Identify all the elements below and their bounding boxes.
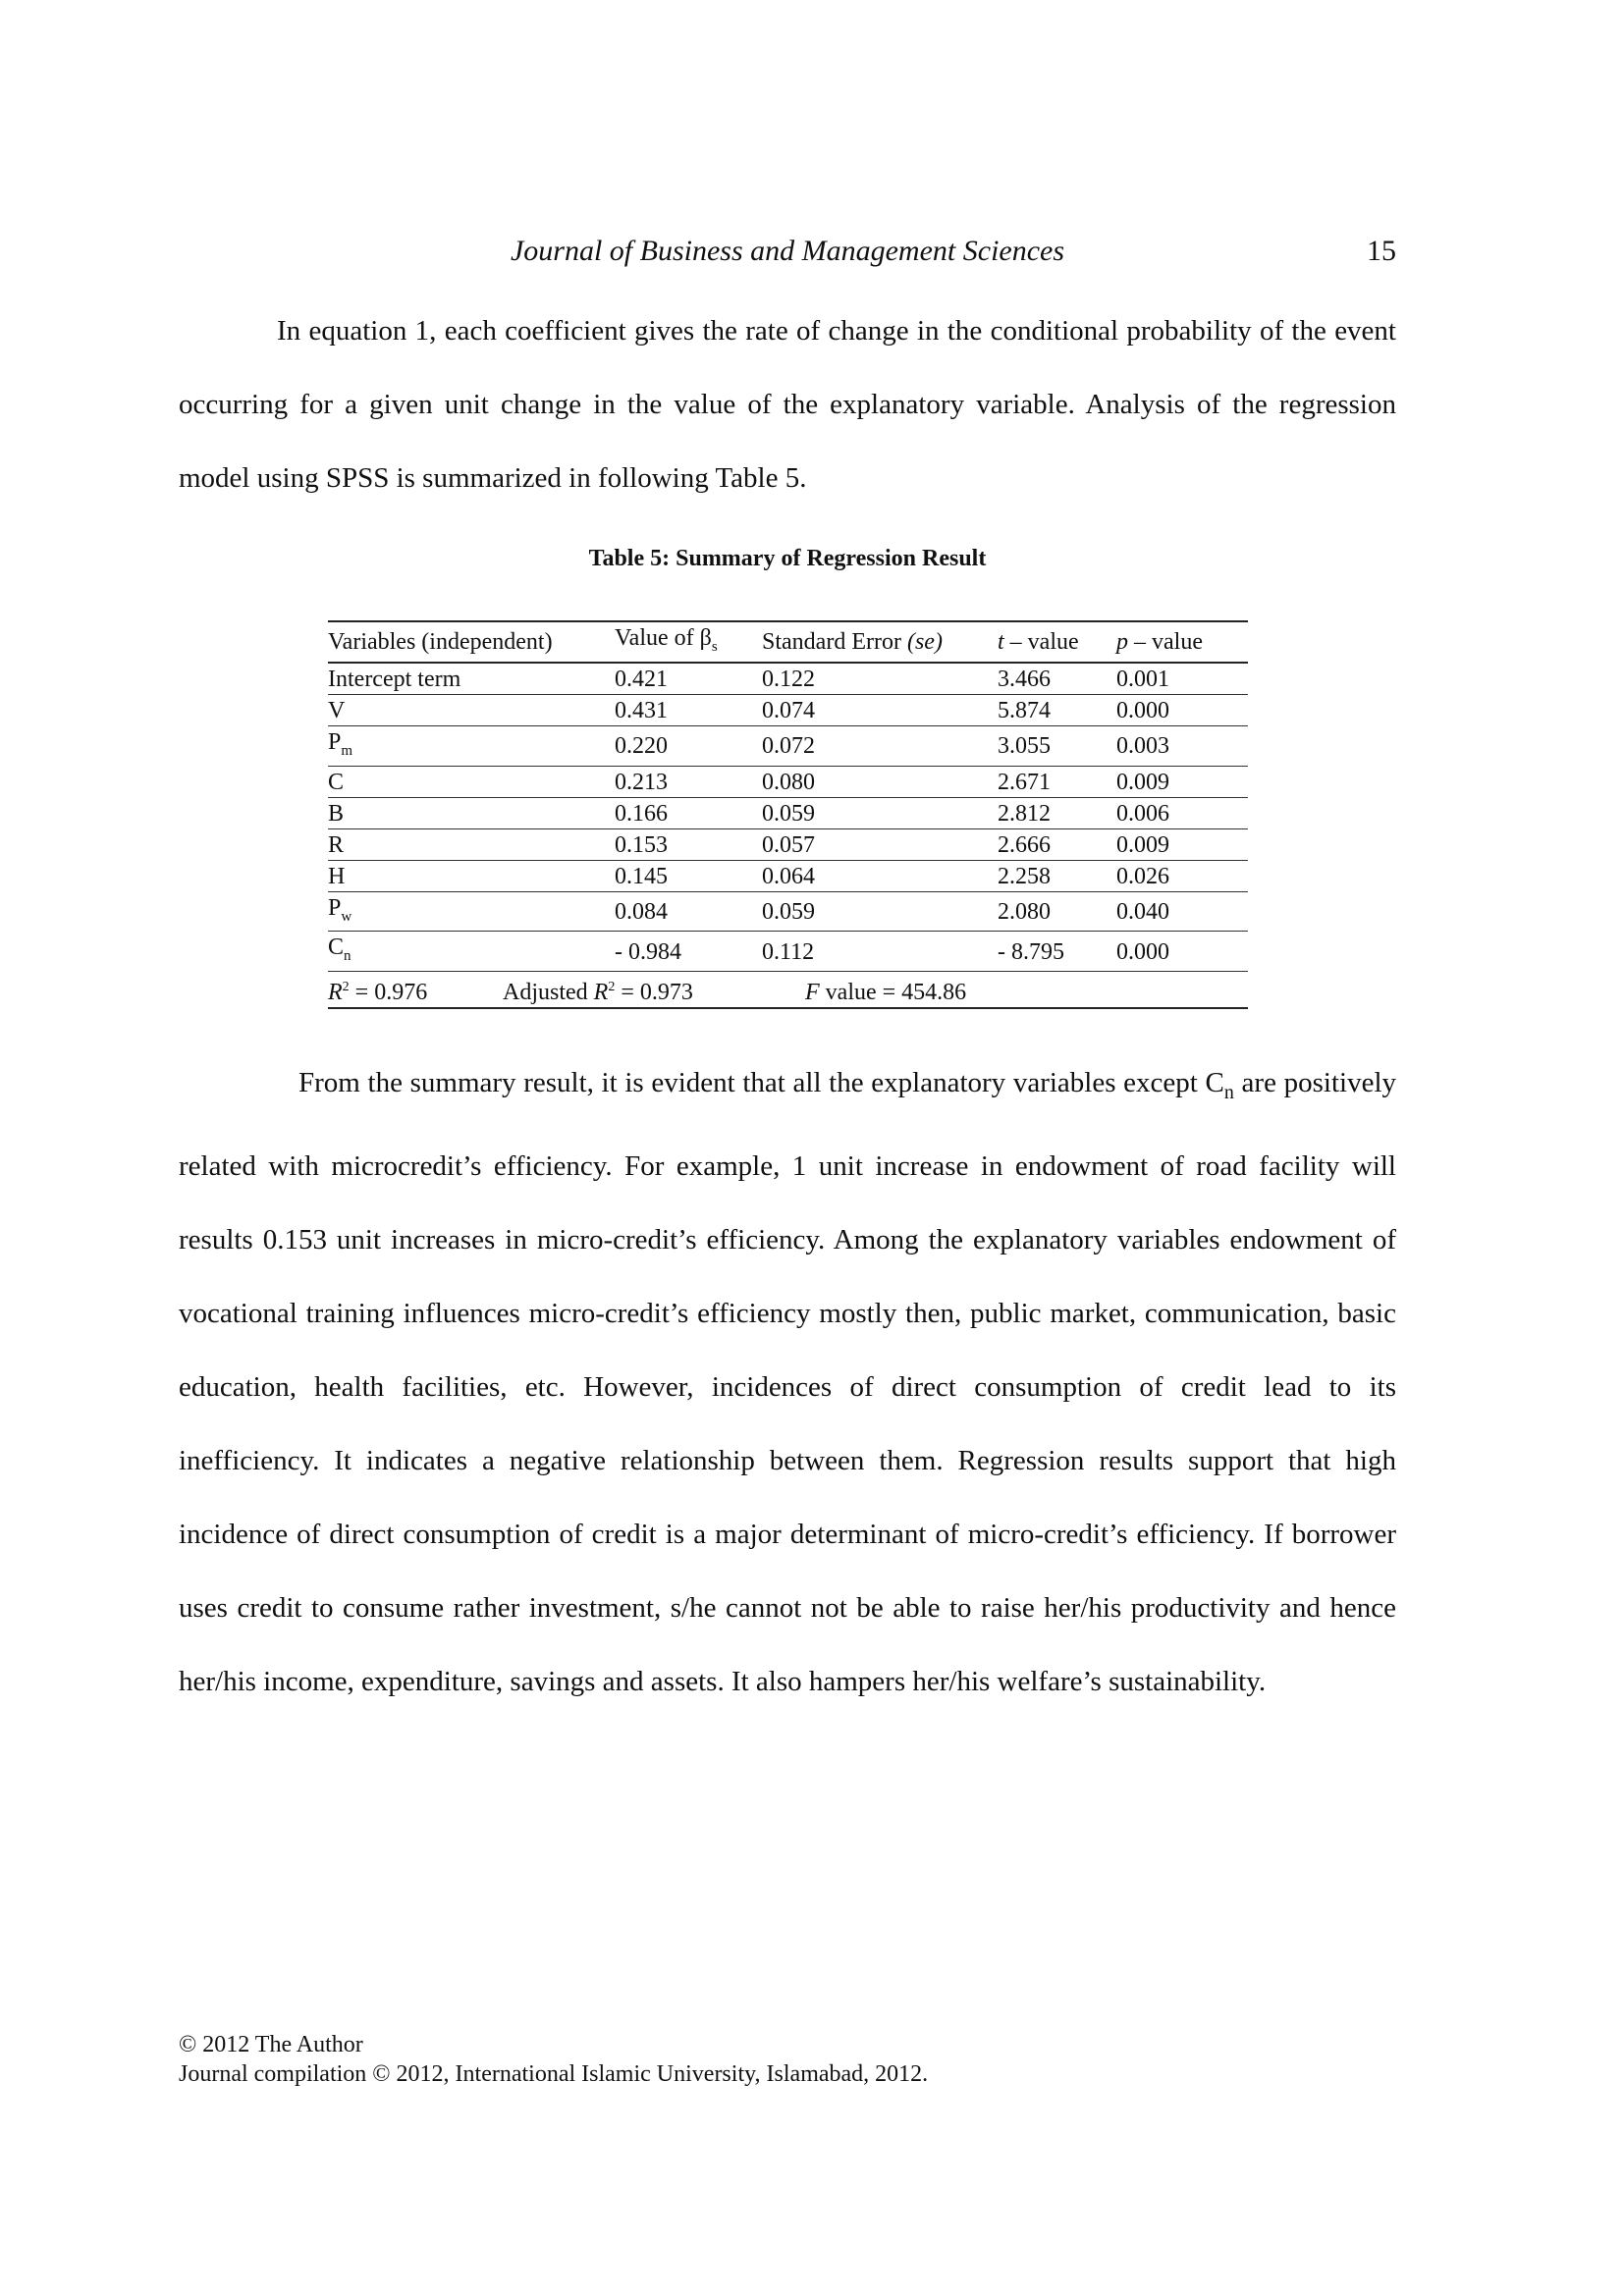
cell-variable-subscript: m [341,742,353,759]
cell-t-value [998,725,1116,766]
cell-variable-text: B [328,800,345,827]
cell-t-value-text: 2.258 [998,863,1051,889]
cell-p-value [1116,797,1248,828]
cell-beta [615,860,762,891]
cell-variable-text: H [328,863,346,889]
cell-variable [328,932,615,972]
cell-beta-text: 0.220 [615,733,668,760]
cell-variable-text: Intercept term [328,666,461,692]
cell-variable-text: C [328,934,345,961]
cell-variable [328,797,615,828]
cell-variable [328,766,615,797]
cell-t-value-text: 2.666 [998,831,1051,858]
cell-beta [615,932,762,972]
cell-t-value [998,860,1116,891]
cell-variable [328,828,615,860]
cell-t-value [998,663,1116,695]
cell-t-value [998,694,1116,725]
cell-variable-text: V [328,697,346,723]
cell-standard-error-text: 0.059 [762,800,815,827]
cell-standard-error [762,725,998,766]
adj-symbol: R [593,980,609,1006]
cell-standard-error [762,766,998,797]
cell-beta [615,797,762,828]
table-row [328,828,1248,860]
cell-t-value [998,797,1116,828]
r2-symbol: R [328,980,343,1006]
cell-standard-error-text: 0.057 [762,831,815,858]
cell-p-value [1116,932,1248,972]
cell-beta [615,725,762,766]
cell-variable [328,663,615,695]
cell-beta [615,663,762,695]
cell-t-value-text: 2.671 [998,769,1051,795]
cell-standard-error-text: 0.059 [762,898,815,925]
table-row [328,725,1248,766]
header-p-italic: p [1116,629,1128,656]
adjusted-r-squared [503,973,805,1007]
intro-paragraph: In equation 1, each coefficient gives the rate of change in the conditional probability of the event occurring for a given unit change in the value of the explanatory variable. Analysis of the regression model using SPSS is summarized in following Table 5. [179,315,1396,494]
cell-t-value [998,828,1116,860]
cell-standard-error [762,932,998,972]
cell-p-value-text: 0.000 [1116,697,1169,723]
discussion-text-rest: are positively related with microcredit’s efficiency. For example, 1 unit increase in endowment of road facility will results 0.153 unit increases in micro-credit’s efficiency. Among the explanatory variables endowment of vocational training influences micro-credit’s efficiency mostly then, public market, communication, basic education, health facilities, etc. However, incidences of direct consumption of credit lead to its inefficiency. It indicates a negative relationship between them. Regression results support that high incidence of direct consumption of credit is a major determinant of micro-credit’s efficiency. If borrower uses credit to consume rather investment, s/he cannot not be able to raise her/his productivity and hence her/his income, expenditure, savings and assets. It also hampers her/his welfare’s sustainability. [179,1067,1396,1697]
cell-t-value-text: 5.874 [998,697,1051,723]
cell-standard-error-text: 0.122 [762,666,815,692]
header-p-value [1116,621,1248,663]
table-row [328,932,1248,972]
r2-value: = 0.976 [349,980,428,1006]
cell-standard-error-text: 0.064 [762,863,815,889]
table-row [328,694,1248,725]
cell-variable [328,860,615,891]
journal-title: Journal of Business and Management Sciences [510,235,1065,267]
cell-standard-error [762,891,998,932]
cell-p-value-text: 0.026 [1116,863,1169,889]
cell-p-value-text: 0.001 [1116,666,1169,692]
cell-p-value-text: 0.040 [1116,898,1169,925]
cell-p-value [1116,891,1248,932]
header-t-value [998,621,1116,663]
cell-variable-text: C [328,769,345,795]
table-row [328,663,1248,695]
cell-standard-error [762,797,998,828]
regression-table [328,620,1248,1009]
compilation-line: Journal compilation © 2012, International Islamic University, Islamabad, 2012. [179,2061,929,2087]
cell-standard-error-text: 0.080 [762,769,815,795]
cell-beta [615,828,762,860]
table-row [328,860,1248,891]
header-t-text: – value [1003,629,1079,656]
header-se-italic: (se) [906,629,943,656]
header-variables: Variables (independent) [328,621,615,663]
cell-t-value-text: 2.080 [998,898,1051,925]
f-value-text: value = 454.86 [819,980,967,1006]
cell-p-value [1116,828,1248,860]
copyright-line: © 2012 The Author [179,2032,363,2057]
cell-variable [328,725,615,766]
cell-standard-error-text: 0.112 [762,938,815,965]
cell-beta [615,694,762,725]
cell-standard-error-text: 0.072 [762,733,815,760]
cell-t-value-text: 2.812 [998,800,1051,827]
model-statistics [328,972,1248,1009]
table-body [328,663,1248,972]
table-header-row [328,621,1248,663]
page-footer [179,2030,928,2089]
f-symbol: F [805,980,820,1006]
cell-t-value-text: 3.466 [998,666,1051,692]
cell-beta-text: 0.213 [615,769,668,795]
header-p-text: – value [1128,629,1203,656]
discussion-subscript: n [1223,1081,1234,1103]
cell-standard-error [762,860,998,891]
cell-variable [328,891,615,932]
cell-beta-text: - 0.984 [615,938,681,965]
header-value-beta-text: Value of β [615,625,712,651]
cell-p-value-text: 0.000 [1116,938,1169,965]
cell-p-value-text: 0.009 [1116,831,1169,858]
cell-standard-error [762,828,998,860]
cell-beta-text: 0.431 [615,697,668,723]
adj-prefix: Adjusted [503,980,594,1006]
cell-p-value-text: 0.003 [1116,733,1169,760]
cell-t-value-text: - 8.795 [998,938,1064,965]
table-row [328,766,1248,797]
cell-beta-text: 0.153 [615,831,668,858]
cell-variable-subscript: n [344,948,352,965]
table-caption: Table 5: Summary of Regression Result [588,546,987,571]
cell-p-value-text: 0.006 [1116,800,1169,827]
header-se-text: Standard Error [762,629,907,656]
header-value-beta [615,621,762,663]
cell-variable [328,694,615,725]
cell-standard-error-text: 0.074 [762,697,815,723]
f-value [805,980,966,1005]
cell-p-value [1116,725,1248,766]
cell-t-value [998,766,1116,797]
header-standard-error [762,621,998,663]
header-value-beta-sub: s [711,638,718,655]
cell-beta-text: 0.084 [615,898,668,925]
header-t-italic: t [998,629,1004,656]
cell-beta-text: 0.421 [615,666,668,692]
cell-standard-error [762,663,998,695]
table-row [328,797,1248,828]
adj-value: = 0.973 [615,980,693,1006]
table-footer-row [328,972,1248,1009]
r-squared [328,973,503,1007]
cell-p-value [1116,663,1248,695]
cell-p-value [1116,766,1248,797]
running-head [179,232,1396,271]
r2-sup: 2 [342,980,350,995]
cell-beta-text: 0.145 [615,863,668,889]
cell-p-value [1116,860,1248,891]
cell-p-value [1116,694,1248,725]
cell-standard-error [762,694,998,725]
adj-sup: 2 [608,980,616,995]
discussion-paragraph [179,1046,1396,1719]
table-row [328,891,1248,932]
cell-variable-subscript: w [341,908,352,925]
cell-variable-text: P [328,728,342,755]
cell-t-value [998,932,1116,972]
cell-variable-text: R [328,831,345,858]
discussion-text-start: From the summary result, it is evident that all the explanatory variables except C [298,1067,1224,1098]
cell-t-value [998,891,1116,932]
cell-t-value-text: 3.055 [998,733,1051,760]
cell-beta-text: 0.166 [615,800,668,827]
cell-variable-text: P [328,894,342,921]
cell-p-value-text: 0.009 [1116,769,1169,795]
cell-beta [615,766,762,797]
page-number: 15 [1367,235,1396,267]
cell-beta [615,891,762,932]
